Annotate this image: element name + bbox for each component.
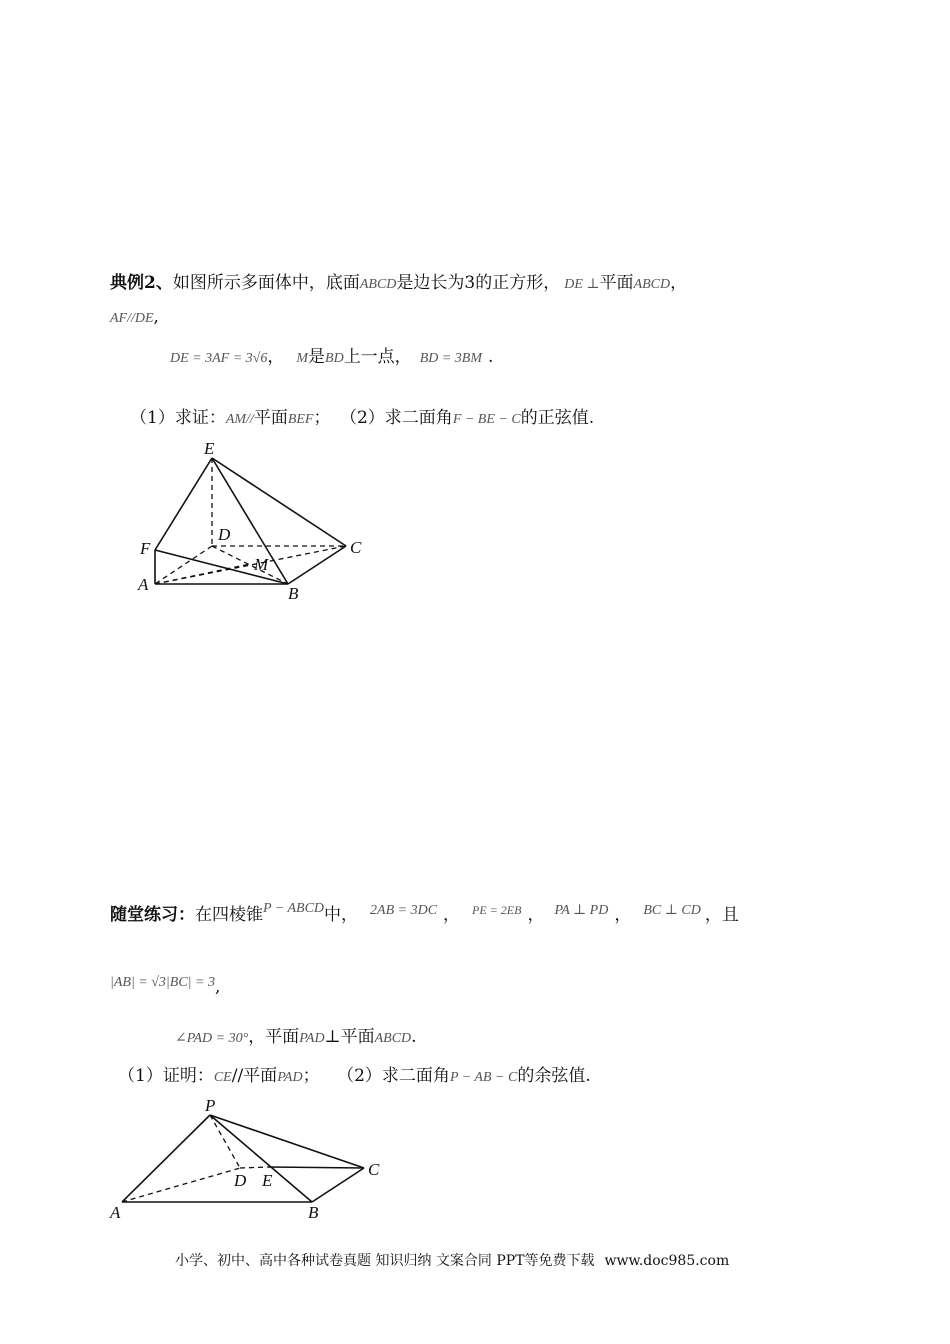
practice-label: 随堂练习	[110, 905, 178, 925]
math: PAD	[299, 1031, 325, 1046]
text: ,	[153, 307, 159, 327]
text: ，	[614, 905, 632, 925]
math: BD	[325, 351, 344, 366]
math: AM//	[225, 412, 254, 427]
text: 是边长为3的正方形，	[396, 273, 561, 293]
math: M	[296, 351, 309, 366]
text: 平面	[253, 408, 288, 428]
question-1-prefix: （1）求证：	[130, 408, 226, 428]
text: ,	[214, 977, 221, 997]
vertex-label-D: D	[218, 525, 231, 544]
math: DE = 3AF = 3√6	[170, 351, 268, 366]
question-2-prefix: （2）求二面角	[345, 1066, 450, 1086]
math: BC ⊥ CD	[643, 903, 701, 918]
math: DE ⊥	[564, 277, 600, 292]
text: 上一点，	[343, 347, 412, 367]
footer	[175, 1250, 729, 1270]
vertex-label-A: A	[110, 1203, 121, 1222]
math: 2AB = 3DC	[370, 903, 438, 918]
text: ；	[313, 408, 331, 428]
footer-text: 小学、初中、高中各种试卷真题 知识归纳 文案合同 PPT等免费下载	[175, 1253, 595, 1269]
text: //平面	[231, 1066, 278, 1086]
math: |AB| = √3|BC| = 3	[110, 975, 215, 990]
text: .	[411, 1027, 417, 1047]
text: 的余弦值.	[517, 1066, 591, 1086]
math: CE	[213, 1070, 232, 1085]
text: ，	[527, 905, 545, 925]
math: BD = 3BM	[419, 351, 483, 366]
math: P − AB − C	[449, 1070, 518, 1085]
math: PAD	[277, 1070, 303, 1085]
math: ABCD	[359, 277, 397, 292]
text: 中，	[324, 905, 359, 925]
vertex-label-A: A	[138, 575, 149, 594]
text: ⊥平面	[324, 1027, 375, 1047]
point-label-E: E	[262, 1171, 273, 1190]
math: AF//DE	[110, 311, 154, 326]
vertex-label-F: F	[140, 539, 151, 558]
text: .	[488, 347, 494, 367]
label-separator: 、	[155, 273, 173, 293]
vertex-label-D: D	[234, 1171, 247, 1190]
text: 的正弦值.	[520, 408, 595, 428]
question-1-prefix: （1）证明：	[118, 1066, 214, 1086]
question-2-prefix: （2）求二面角	[348, 408, 453, 428]
text: ，平面	[248, 1027, 300, 1047]
text: 平面	[599, 273, 634, 293]
footer-url[interactable]: www.doc985.com	[604, 1253, 730, 1269]
example2-label: 典例2	[110, 273, 156, 293]
point-label-M: M	[254, 555, 269, 574]
vertex-label-C: C	[368, 1160, 380, 1179]
text: ，	[267, 347, 285, 367]
math: ABCD	[374, 1031, 412, 1046]
text: ，	[670, 273, 688, 293]
text: 是	[308, 347, 326, 367]
vertex-label-B: B	[308, 1203, 319, 1222]
text: 如图所示多面体中，底面	[172, 273, 360, 293]
math: PE = 2EB	[472, 903, 522, 917]
math: BEF	[287, 412, 314, 427]
vertex-label-P: P	[205, 1096, 216, 1115]
math: P − ABCD	[263, 901, 325, 916]
vertex-label-E: E	[204, 439, 215, 458]
math: F − BE − C	[452, 412, 521, 427]
text: 在四棱锥	[195, 905, 263, 925]
math: ∠PAD = 30°	[175, 1031, 249, 1046]
label-separator: ：	[178, 905, 195, 925]
math: PA ⊥ PD	[554, 903, 609, 918]
math: ABCD	[633, 277, 671, 292]
vertex-label-C: C	[350, 538, 362, 557]
vertex-label-B: B	[288, 584, 299, 603]
text: ，	[443, 905, 461, 925]
text: ；	[302, 1066, 320, 1086]
text: ，且	[704, 905, 739, 925]
